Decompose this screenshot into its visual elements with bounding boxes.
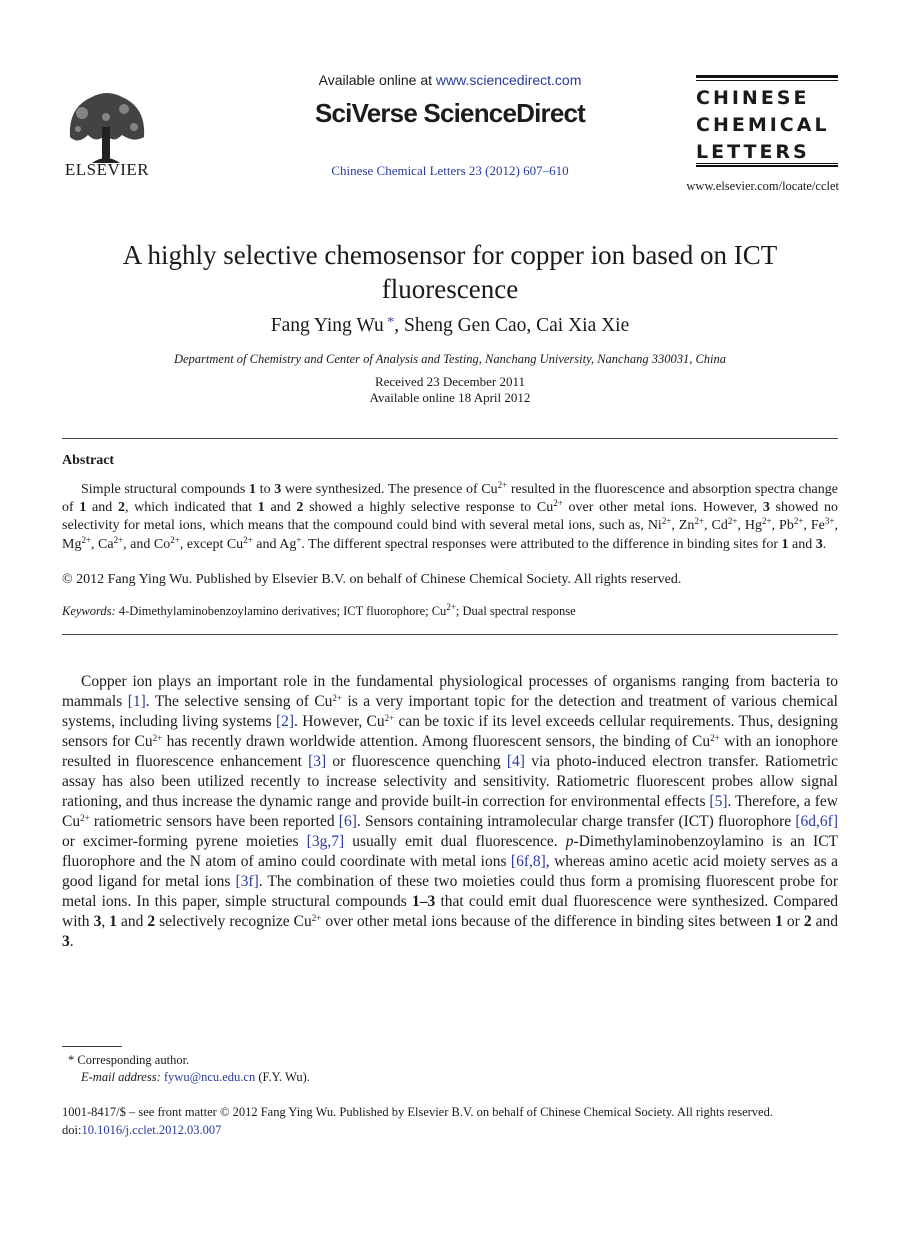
abstract-body: Simple structural compounds 1 to 3 were synthesized. The presence of $Cu^{2+}$ resulted in the fluorescence and absorption spectra change of 1 and 2, which indicated that 1 and 2 showed a highly selective response to $Cu^{2+}$ over other metal ions. However, 3 showed no selectivity for metal ions, which means that the compound could bind with several metal ions, such as, $Ni^{2+}$, $Zn^{2+}$, $Cd^{2+}$, $Hg^{2+}$, $Pb^{2+}$, $Fe^{3+}$, $Mg^{2+}$, $Ca^{2+}$, and $Co^{2+}$, except $Cu^{2+}$ and Ag+. The different spectral responses were attributed to the difference in binding sites for 1 and 3. (62, 480, 838, 552)
email-link[interactable]: fywu@ncu.edu.cn (163, 1070, 256, 1084)
available-online-line (200, 72, 700, 88)
ref-link[interactable]: [3f] (235, 873, 259, 890)
ref-link[interactable]: [6] (338, 813, 357, 830)
ref-link[interactable]: [5] (709, 793, 728, 810)
doi-label: doi: (62, 1123, 82, 1137)
sciverse-brand: SciVerse ScienceDirect (314, 98, 586, 128)
article-title: A highly selective chemosensor for copper ion based on ICT fluorescence (122, 240, 778, 304)
received-date: Received 23 December 2011 (374, 374, 526, 389)
corresponding-author-note: * Corresponding author. (68, 1053, 190, 1067)
footnote-rule (62, 1046, 122, 1047)
issn-line: 1001-8417/$ – see front matter © 2012 Fang Ying Wu. Published by Elsevier B.V. on behalf of Chinese Chemical Society. All rights reserved. (62, 1105, 773, 1119)
publisher-name: ELSEVIER (64, 160, 150, 179)
ref-link[interactable]: [4] (506, 753, 525, 770)
journal-citation[interactable]: Chinese Chemical Letters 23 (2012) 607–610 (331, 163, 569, 178)
bottom-rule (62, 634, 838, 635)
journal-logo-line-3: LETTERS (696, 141, 810, 163)
doi-line (62, 1123, 838, 1138)
ref-link[interactable]: [3g,7] (306, 833, 345, 850)
author-list: Fang Ying Wu *, Sheng Gen Cao, Cai Xia Xie (270, 315, 630, 336)
abstract-copyright: © 2012 Fang Ying Wu. Published by Elsevier B.V. on behalf of Chinese Chemical Society. All rights reserved. (62, 572, 682, 587)
corresponding-marker[interactable]: * (383, 315, 395, 330)
journal-logo (696, 75, 838, 167)
email-label: E-mail address: (81, 1070, 164, 1084)
email-suffix: (F.Y. Wu). (255, 1070, 310, 1084)
sciencedirect-link[interactable]: www.sciencedirect.com (435, 72, 582, 88)
abstract-heading: Abstract (62, 453, 115, 468)
available-prefix: Available online at (318, 72, 436, 88)
available-date: Available online 18 April 2012 (369, 390, 531, 405)
journal-logo-line-2: CHEMICAL (696, 114, 830, 136)
intro-paragraph: Copper ion plays an important role in the fundamental physiological processes of organisms ranging from bacteria to mammals [1]. The selective sensing of $Cu^{2+}$ is a very important topic for the detection and treatment of various chemical systems, including living systems [2]. However, $Cu^{2+}$ can be toxic if its level exceeds cellular requirements. Thus, designing sensors for $Cu^{2+}$ has recently drawn worldwide attention. Among fluorescent sensors, the binding of $Cu^{2+}$ with an ionophore resulted in fluorescence enhancement [3] or fluorescence quenching [4] via photo-induced electron transfer. Ratiometric assay has also been utilized recently to increase selectivity and sensitivity. Ratiometric fluorescent probes allow signal rationing, and thus increase the dynamic range and provide built-in correction for environmental effects [5]. Therefore, a few $Cu^{2+}$ ratiometric sensors have been reported [6]. Sensors containing intramolecular charge transfer (ICT) fluorophore [6d,6f] or excimer-forming pyrene moieties [3g,7] usually emit dual fluorescence. p-Dimethylaminobenzoylamino is an ICT fluorophore and the N atom of amino could coordinate with metal ions [6f,8], whereas amino acetic acid moiety serves as a good ligand for metal ions [3f]. The combination of these two moieties could thus form a promising fluorescent probe for metal ions. In this paper, simple structural compounds 1–3 that could emit dual fluorescence were synthesized. Compared with 3, 1 and 2 selectively recognize $Cu^{2+}$ over other metal ions because of the difference in binding sites between 1 or 2 and 3. (62, 673, 839, 950)
doi-link[interactable]: 10.1016/j.cclet.2012.03.007 (81, 1123, 222, 1137)
ref-link[interactable]: [2] (275, 713, 295, 730)
ref-link[interactable]: [6f,8] (510, 853, 546, 870)
keywords-label: Keywords: (62, 604, 116, 618)
article-dates (62, 374, 838, 406)
ref-link[interactable]: [1] (127, 693, 146, 710)
ref-link[interactable]: [3] (308, 753, 327, 770)
affiliation: Department of Chemistry and Center of Analysis and Testing, Nanchang University, Nanchang 330031, China (173, 352, 727, 366)
journal-logo-line-1: CHINESE (696, 87, 810, 109)
ref-link[interactable]: [6d,6f] (795, 813, 838, 830)
email-note (81, 1070, 310, 1085)
journal-url[interactable]: www.elsevier.com/locate/cclet (686, 179, 839, 193)
top-rule (62, 438, 838, 439)
keywords-line: Keywords: 4-Dimethylaminobenzoylamino derivatives; ICT fluorophore; $Cu^{2+}$; Dual spectral response (62, 602, 576, 618)
